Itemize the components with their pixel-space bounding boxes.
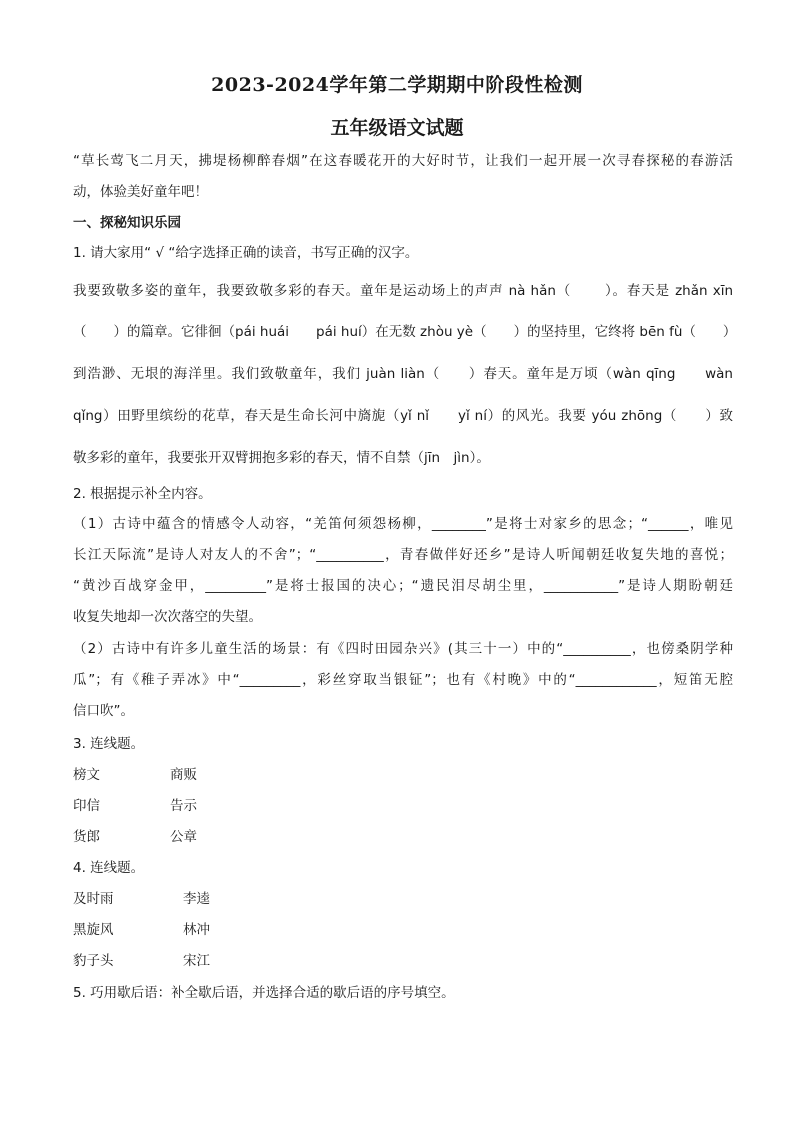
question-2-part1-line: 长江天际流”是诗人对友人的不舍”；“__________，青春做伴好还乡”是诗人听闻朝廷收复失地的喜悦； (73, 547, 733, 563)
intro-line: 动，体验美好童年吧！ (73, 184, 208, 200)
question-2-prompt: 2. 根据提示补全内容。 (73, 486, 212, 502)
question-2-part1-line: （1）古诗中蕴含的情感令人动容，“羌笛何须怨杨柳，________”是将士对家乡的思念；“______，唯见 (73, 516, 733, 532)
match-left-item: 印信 (73, 798, 100, 814)
question-2-part1-line: 收复失地却一次次落空的失望。 (73, 609, 262, 625)
match-right-item: 公章 (170, 829, 197, 845)
match-left-item: 豹子头 (73, 953, 114, 969)
question-2-part2-line: 信口吹”。 (73, 703, 134, 719)
match-right-item: 林冲 (183, 922, 210, 938)
question-1-text-line: 敬多彩的童年，我要张开双臂拥抱多彩的春天，情不自禁（jīn jìn）。 (73, 450, 490, 466)
match-left-item: 黑旋风 (73, 922, 114, 938)
exam-subtitle: 五年级语文试题 (330, 117, 464, 139)
question-2-part2-line: （2）古诗中有许多儿童生活的场景：有《四时田园杂兴》(其三十一）中的“__________，也傍桑阴学种 (73, 641, 733, 657)
match-left-item: 及时雨 (73, 891, 114, 907)
question-1-text-line: 到浩渺、无垠的海洋里。我们致敬童年，我们 juàn liàn（ ）春天。童年是万顷（wàn qīng wàn (73, 366, 733, 382)
question-4-prompt: 4. 连线题。 (73, 860, 145, 876)
match-right-item: 李逵 (183, 891, 210, 907)
question-2-part1-line: “黄沙百战穿金甲，_________”是将士报国的决心；“遗民泪尽胡尘里，___________”是诗人期盼朝廷 (73, 578, 733, 594)
intro-line: “草长莺飞二月天，拂堤杨柳醉春烟”在这春暖花开的大好时节，让我们一起开展一次寻春探秘的春游活 (73, 153, 733, 169)
question-1-prompt: 1. 请大家用“ √ “给字选择正确的读音，书写正确的汉字。 (73, 245, 419, 261)
exam-title: 2023-2024学年第二学期期中阶段性检测 (211, 74, 583, 96)
match-left-item: 货郎 (73, 829, 100, 845)
section-heading: 一、探秘知识乐园 (73, 215, 181, 231)
question-3-prompt: 3. 连线题。 (73, 736, 145, 752)
question-5-prompt: 5. 巧用歇后语：补全歇后语，并选择合适的歇后语的序号填空。 (73, 985, 455, 1001)
question-1-text-line: 我要致敬多姿的童年，我要致敬多彩的春天。童年是运动场上的声声 nà hǎn（ ）。春天是 zhǎn xīn (73, 283, 733, 299)
match-right-item: 告示 (170, 798, 197, 814)
match-right-item: 商贩 (170, 767, 197, 783)
question-2-part2-line: 瓜”；有《稚子弄冰》中“_________，彩丝穿取当银钲”；也有《村晚》中的“____________，短笛无腔 (73, 672, 733, 688)
question-1-text-line: （ ）的篇章。它徘徊（pái huái pái huí）在无数 zhòu yè（ ）的坚持里，它终将 bēn fù（ ） (73, 324, 737, 340)
question-1-text-line: qǐng）田野里缤纷的花草，春天是生命长河中旖旎（yǐ nǐ yǐ ní）的风光。我要 yóu zhōng（ ）致 (73, 408, 733, 424)
match-left-item: 榜文 (73, 767, 100, 783)
match-right-item: 宋江 (183, 953, 210, 969)
